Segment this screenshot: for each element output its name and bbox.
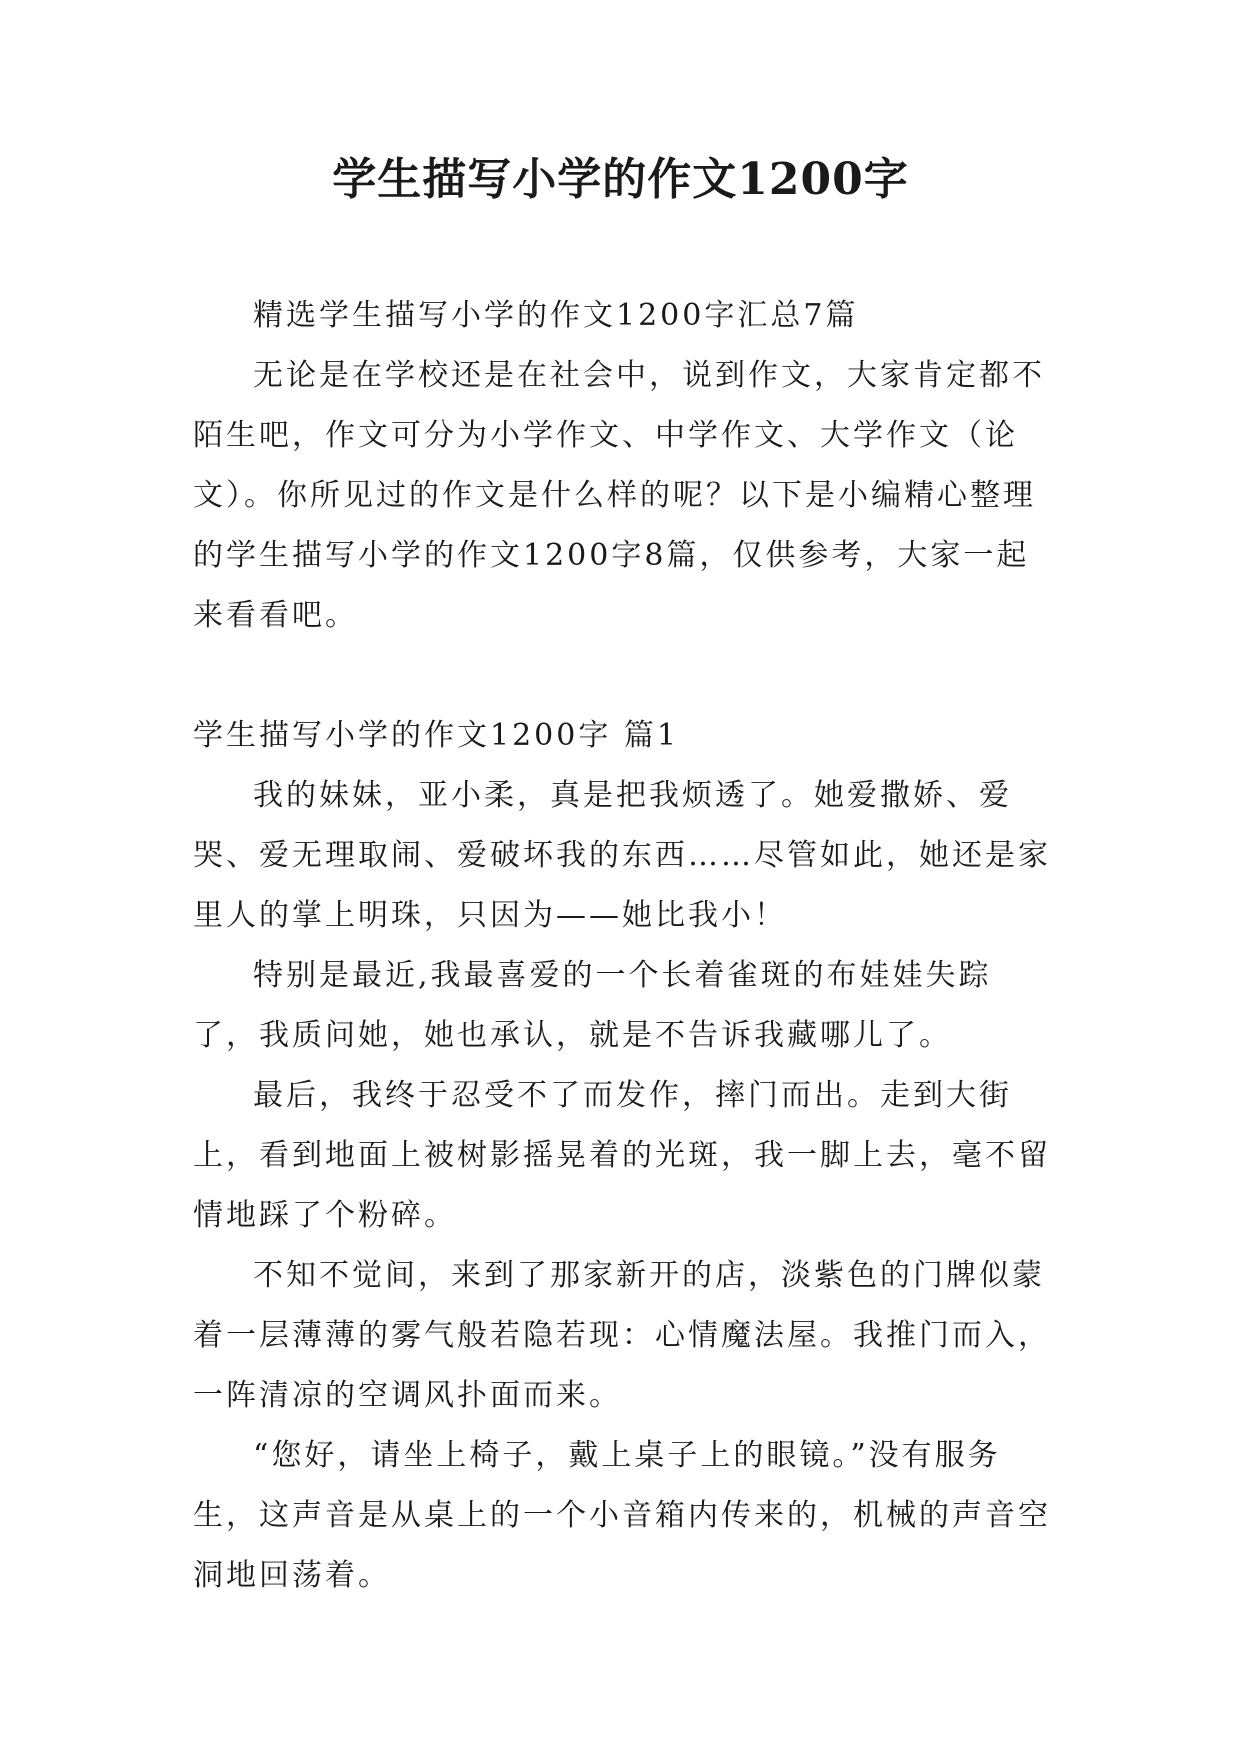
body-paragraph: 最后，我终于忍受不了而发作，摔门而出。走到大街上，看到地面上被树影摇晃着的光斑，我一脚上去，毫不留情地踩了个粉碎。	[193, 1078, 1051, 1233]
document-body	[193, 286, 1055, 1606]
body-paragraph: 不知不觉间，来到了那家新开的店，淡紫色的门牌似蒙着一层薄薄的雾气般若隐若现：心情魔法屋。我推门而入，一阵清凉的空调风扑面而来。	[193, 1258, 1051, 1413]
section-spacer	[193, 646, 1055, 706]
intro-paragraph: 无论是在学校还是在社会中，说到作文，大家肯定都不陌生吧，作文可分为小学作文、中学作文、大学作文（论文）。你所见过的作文是什么样的呢？以下是小编精心整理的学生描写小学的作文1200字8篇，仅供参考，大家一起来看看吧。	[193, 358, 1045, 633]
section-heading: 学生描写小学的作文1200字 篇1	[193, 718, 679, 753]
summary-line: 精选学生描写小学的作文1200字汇总7篇	[253, 298, 859, 333]
body-paragraph: 我的妹妹，亚小柔，真是把我烦透了。她爱撒娇、爱哭、爱无理取闹、爱破坏我的东西……尽管如此，她还是家里人的掌上明珠，只因为——她比我小！	[193, 778, 1051, 933]
body-paragraph: 特别是最近,我最喜爱的一个长着雀斑的布娃娃失踪了，我质问她，她也承认，就是不告诉我藏哪儿了。	[193, 958, 992, 1053]
document-title: 学生描写小学的作文1200字	[332, 154, 909, 205]
body-paragraph: “您好，请坐上椅子，戴上桌子上的眼镜。”没有服务生，这声音是从桌上的一个小音箱内传来的，机械的声音空洞地回荡着。	[193, 1438, 1051, 1593]
